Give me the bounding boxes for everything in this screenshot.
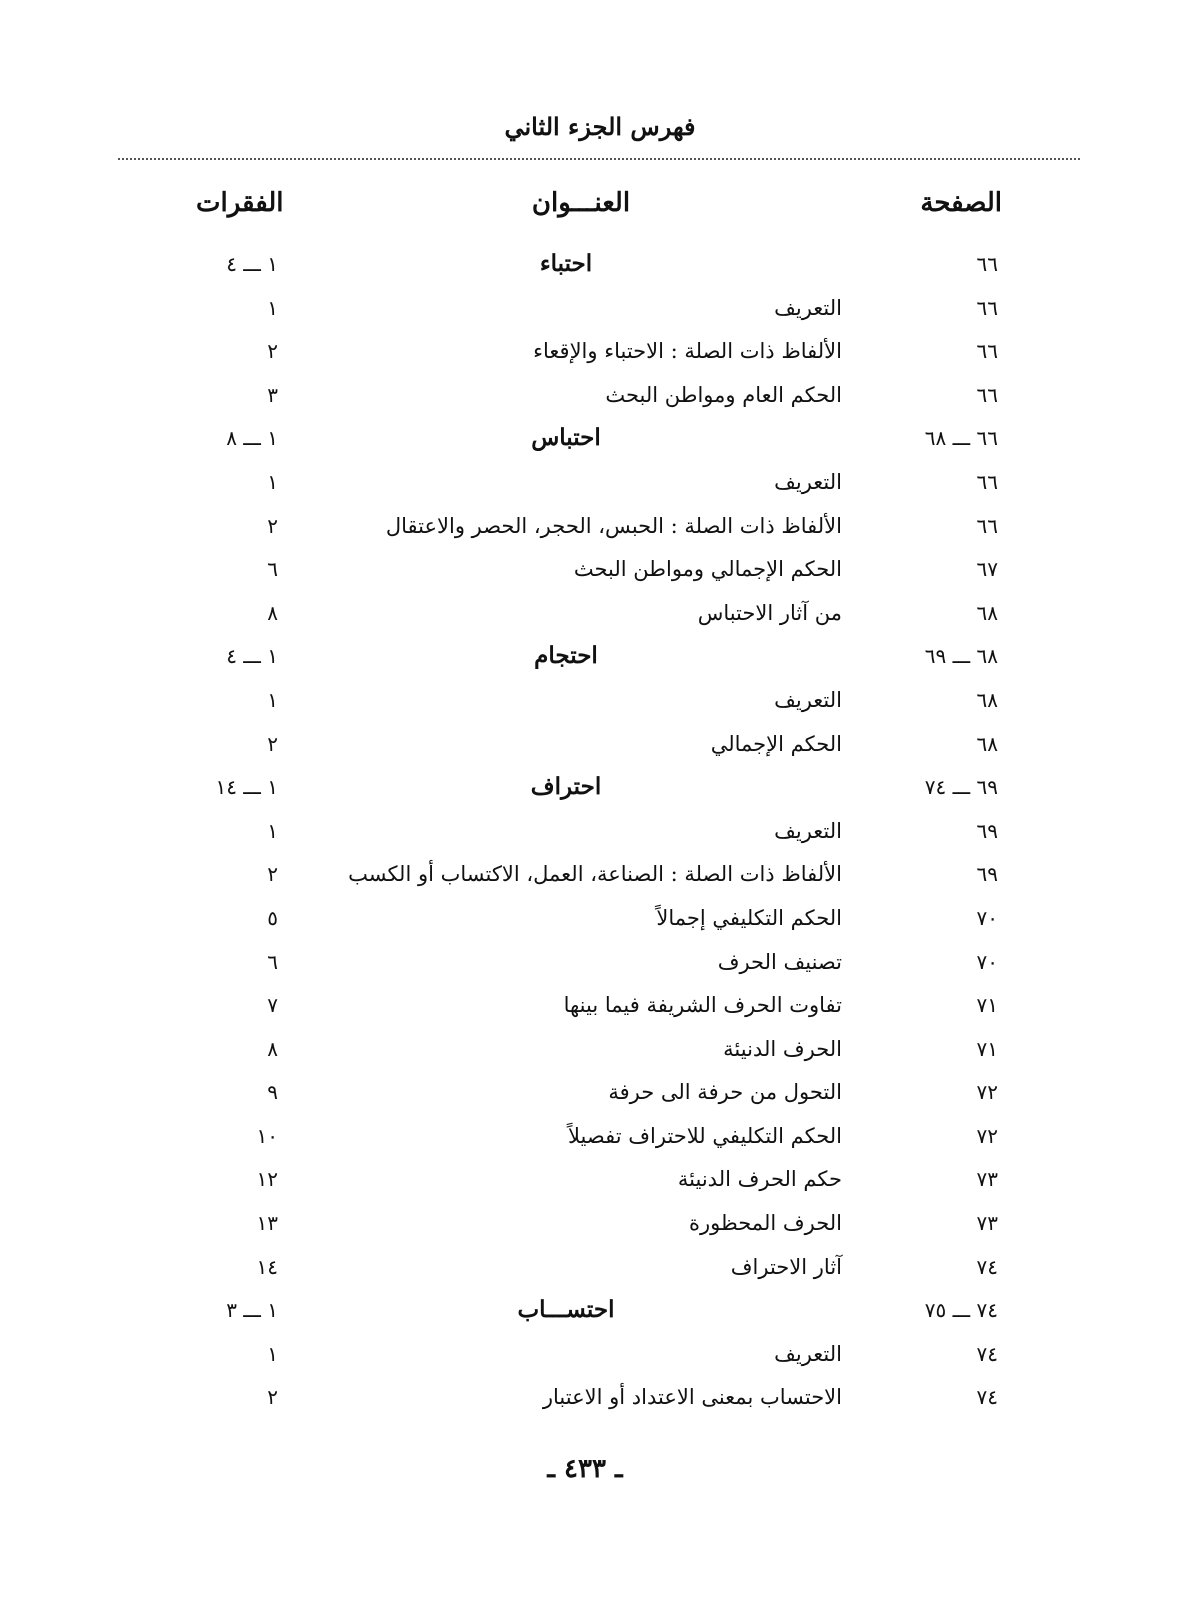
entry-page: ٦٦	[976, 295, 998, 320]
entry-page: ٦٧	[976, 557, 998, 582]
entry-paragraphs: ٢	[267, 339, 278, 364]
page-number: ـ ٤٣٣ ـ	[547, 1454, 623, 1484]
entry-page: ٦٩	[976, 862, 998, 887]
index-sub-entry	[0, 1249, 1182, 1293]
entry-paragraphs: ٨	[267, 600, 278, 625]
entry-page: ٦٩ ـــ ٧٤	[924, 775, 998, 800]
entry-page: ٧٢	[976, 1080, 998, 1105]
entry-paragraphs: ٢	[267, 862, 278, 887]
index-sub-entry	[0, 856, 1182, 900]
entry-paragraphs: ١	[267, 1341, 278, 1366]
index-sub-entry	[0, 1074, 1182, 1118]
entry-paragraphs: ٣	[267, 382, 278, 407]
index-sub-entry	[0, 290, 1182, 334]
entry-title: الحكم التكليفي إجمالاً	[656, 905, 842, 930]
entry-paragraphs: ١٠	[256, 1123, 278, 1148]
index-sub-entry	[0, 900, 1182, 944]
entry-title: التعريف	[774, 295, 842, 320]
page-title: فهرس الجزء الثاني	[504, 112, 696, 141]
entry-paragraphs: ٧	[267, 993, 278, 1018]
entry-page: ٧٣	[976, 1167, 998, 1192]
entry-paragraphs: ٢	[267, 731, 278, 756]
index-sub-entry	[0, 682, 1182, 726]
entry-title: التحول من حرفة الى حرفة	[608, 1080, 842, 1105]
entry-paragraphs: ٩	[267, 1080, 278, 1105]
index-sub-entry	[0, 1205, 1182, 1249]
entry-page: ٦٨	[976, 731, 998, 756]
index-sub-entry	[0, 377, 1182, 421]
column-header-paragraphs: الفقرات	[196, 188, 284, 218]
entry-paragraphs: ٥	[267, 905, 278, 930]
entry-title: الألفاظ ذات الصلة : الصناعة، العمل، الاكتساب أو الكسب	[348, 862, 842, 887]
entry-paragraphs: ١ ـــ ٤	[226, 644, 278, 669]
index-sub-entry	[0, 551, 1182, 595]
entry-title: الاحتساب بمعنى الاعتداد أو الاعتبار	[542, 1385, 842, 1410]
entry-title: احتباء	[539, 250, 593, 277]
index-sub-entry	[0, 1336, 1182, 1380]
entry-title: الحرف الدنيئة	[723, 1036, 842, 1061]
index-sub-entry	[0, 1379, 1182, 1423]
entry-paragraphs: ١	[267, 295, 278, 320]
entry-title: الحكم التكليفي للاحتراف تفصيلاً	[568, 1123, 842, 1148]
index-sub-entry	[0, 464, 1182, 508]
entry-paragraphs: ١٣	[256, 1211, 278, 1236]
entry-page: ٧٤	[976, 1385, 998, 1410]
entry-page: ٦٨ ـــ ٦٩	[924, 644, 998, 669]
entry-page: ٧٠	[976, 949, 998, 974]
entry-paragraphs: ١ ـــ ٣	[226, 1298, 278, 1323]
entry-page: ٦٩	[976, 818, 998, 843]
entry-title: حكم الحرف الدنيئة	[677, 1167, 842, 1192]
entry-paragraphs: ١ ـــ ١٤	[215, 775, 278, 800]
entry-title: آثار الاحتراف	[730, 1254, 842, 1279]
entry-paragraphs: ٢	[267, 513, 278, 538]
entry-title: الألفاظ ذات الصلة : الحبس، الحجر، الحصر والاعتقال	[385, 513, 842, 538]
column-header-title: العنـــوان	[531, 188, 631, 218]
entry-title: احتجام	[534, 642, 598, 670]
index-sub-entry	[0, 726, 1182, 770]
entry-title: من آثار الاحتباس	[697, 600, 842, 625]
entry-page: ٧٠	[976, 905, 998, 930]
entry-paragraphs: ١ ـــ ٤	[226, 252, 278, 276]
index-main-entry	[0, 246, 1182, 290]
entry-paragraphs: ٨	[267, 1036, 278, 1061]
entry-paragraphs: ١ ـــ ٨	[226, 426, 278, 451]
entry-title: تفاوت الحرف الشريفة فيما بينها	[563, 993, 842, 1018]
entry-page: ٧٣	[976, 1211, 998, 1236]
entry-page: ٦٨	[976, 600, 998, 625]
index-sub-entry	[0, 1031, 1182, 1075]
entry-paragraphs: ١٤	[256, 1254, 278, 1279]
entry-page: ٦٦ ـــ ٦٨	[924, 426, 998, 451]
entry-paragraphs: ٦	[267, 949, 278, 974]
entry-paragraphs: ١	[267, 687, 278, 712]
entry-page: ٧١	[976, 993, 998, 1018]
index-main-entry	[0, 638, 1182, 682]
entry-page: ٦٦	[976, 513, 998, 538]
entry-title: التعريف	[774, 469, 842, 494]
entry-page: ٦٦	[976, 339, 998, 364]
entry-title: الحكم الإجمالي	[710, 731, 842, 756]
entry-paragraphs: ١	[267, 469, 278, 494]
entry-paragraphs: ١	[267, 818, 278, 843]
index-main-entry	[0, 769, 1182, 813]
entry-title: الألفاظ ذات الصلة : الاحتباء والإقعاء	[533, 339, 842, 364]
entry-title: احتســـاب	[517, 1296, 615, 1324]
entry-title: الحرف المحظورة	[689, 1211, 842, 1236]
entry-page: ٧٤	[976, 1254, 998, 1279]
entry-page: ٦٦	[976, 252, 998, 276]
entry-title: احتراف	[530, 773, 602, 801]
entry-paragraphs: ٦	[267, 557, 278, 582]
index-sub-entry	[0, 595, 1182, 639]
entry-title: احتباس	[531, 424, 601, 452]
entry-title: التعريف	[774, 1341, 842, 1366]
index-sub-entry	[0, 987, 1182, 1031]
entry-page: ٦٨	[976, 687, 998, 712]
index-sub-entry	[0, 944, 1182, 988]
entry-title: تصنيف الحرف	[717, 949, 842, 974]
index-entries	[0, 246, 1182, 1423]
entry-page: ٦٦	[976, 469, 998, 494]
entry-page: ٧٤ ـــ ٧٥	[924, 1298, 998, 1323]
index-main-entry	[0, 420, 1182, 464]
index-sub-entry	[0, 1161, 1182, 1205]
entry-title: التعريف	[774, 818, 842, 843]
header-divider	[118, 158, 1080, 160]
index-main-entry	[0, 1292, 1182, 1336]
entry-page: ٧٤	[976, 1341, 998, 1366]
entry-title: الحكم الإجمالي ومواطن البحث	[573, 557, 842, 582]
index-sub-entry	[0, 1118, 1182, 1162]
index-sub-entry	[0, 333, 1182, 377]
entry-page: ٧٢	[976, 1123, 998, 1148]
entry-page: ٦٦	[976, 382, 998, 407]
index-sub-entry	[0, 508, 1182, 552]
column-header-pages: الصفحة	[920, 188, 1002, 218]
entry-title: الحكم العام ومواطن البحث	[605, 382, 842, 407]
entry-paragraphs: ٢	[267, 1385, 278, 1410]
index-sub-entry	[0, 813, 1182, 857]
entry-page: ٧١	[976, 1036, 998, 1061]
entry-paragraphs: ١٢	[256, 1167, 278, 1192]
entry-title: التعريف	[774, 687, 842, 712]
